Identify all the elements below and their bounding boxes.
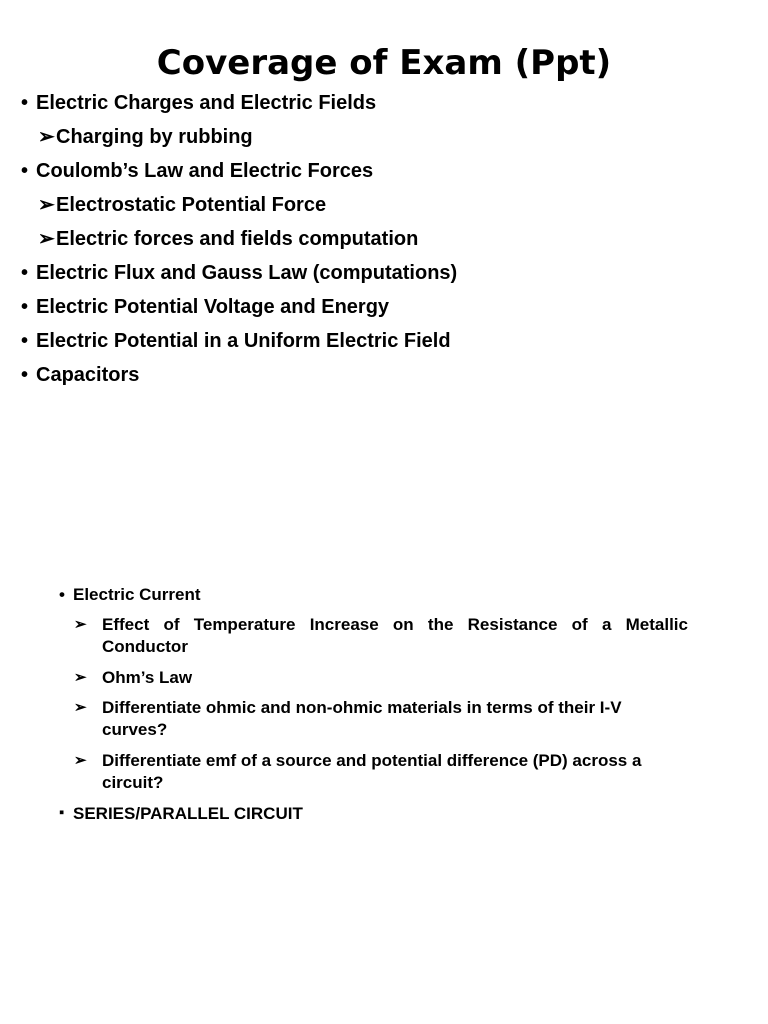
bullet-marker: •	[21, 296, 29, 318]
bullet-marker: •	[21, 92, 29, 114]
list-item-text: Electric Potential in a Uniform Electric Field	[36, 330, 451, 352]
bullet-marker: •	[21, 160, 29, 182]
series-parallel-heading: SERIES/PARALLEL CIRCUIT	[73, 804, 303, 823]
list-item	[0, 290, 768, 324]
list-item-text: Coulomb’s Law and Electric Forces	[36, 160, 374, 182]
list-item	[0, 154, 768, 188]
arrow-bullet-icon: ➢	[38, 228, 55, 250]
list-item-text: Charging by rubbing	[56, 126, 253, 148]
list-item-text: Electric Charges and Electric Fields	[36, 92, 377, 114]
list-item-text: Ohm’s Law	[102, 668, 193, 687]
section-heading: Electric Current	[73, 585, 201, 604]
arrow-bullet-icon: ➢	[74, 752, 87, 769]
bullet-marker: •	[21, 364, 29, 386]
list-item-text: Electric Potential Voltage and Energy	[36, 296, 390, 318]
list-item	[0, 256, 768, 290]
list-item-text: Electric Flux and Gauss Law (computations)	[36, 262, 458, 284]
list-item-text: Electrostatic Potential Force	[56, 194, 327, 216]
arrow-bullet-icon: ➢	[74, 616, 87, 633]
list-item	[0, 324, 768, 358]
arrow-bullet-icon: ➢	[38, 194, 55, 216]
list-item	[0, 358, 768, 392]
list-item-text: Differentiate ohmic and non-ohmic materials in terms of their I-V curves?	[102, 698, 622, 739]
bullet-marker: •	[21, 262, 29, 284]
arrow-bullet-icon: ➢	[38, 126, 55, 148]
square-bullet-icon: ▪	[59, 804, 65, 821]
bullet-marker: •	[21, 330, 29, 352]
list-item	[0, 188, 768, 222]
list-item	[0, 120, 768, 154]
list-item-text: Effect of Temperature Increase on the Resistance of a Metallic Conductor	[102, 615, 688, 656]
list-item	[0, 86, 768, 120]
section-heading-bullet: •	[59, 585, 65, 604]
arrow-bullet-icon: ➢	[74, 699, 87, 716]
list-item-text: Capacitors	[36, 364, 140, 386]
page-title: Coverage of Exam (Ppt)	[156, 43, 612, 83]
list-item-text: Electric forces and fields computation	[56, 228, 419, 250]
list-item-text: Differentiate emf of a source and potential difference (PD) across a circuit?	[102, 751, 642, 792]
arrow-bullet-icon: ➢	[74, 669, 87, 686]
main-bullet-list	[0, 86, 768, 392]
list-item	[0, 222, 768, 256]
